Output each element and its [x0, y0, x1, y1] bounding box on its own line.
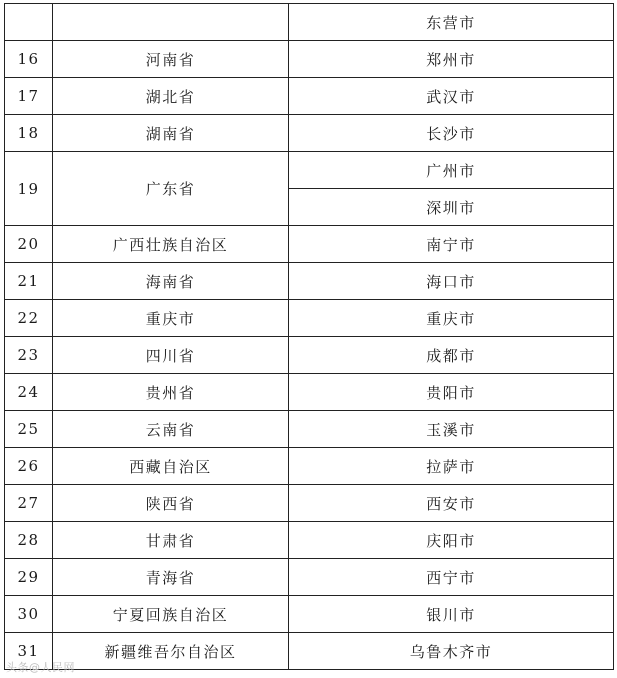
table-row	[5, 152, 614, 189]
row-number-cell: 16	[5, 41, 53, 78]
table-row	[5, 115, 614, 152]
table-row	[5, 411, 614, 448]
row-number-cell: 20	[5, 226, 53, 263]
table-row	[5, 448, 614, 485]
city-cell: 拉萨市	[289, 448, 614, 485]
province-cell: 宁夏回族自治区	[53, 596, 289, 633]
province-cell: 四川省	[53, 337, 289, 374]
province-cell: 云南省	[53, 411, 289, 448]
table-row	[5, 522, 614, 559]
row-number-cell: 29	[5, 559, 53, 596]
province-cell: 广西壮族自治区	[53, 226, 289, 263]
table-row	[5, 633, 614, 670]
row-number-cell	[5, 4, 53, 41]
city-cell: 玉溪市	[289, 411, 614, 448]
table-row	[5, 337, 614, 374]
table-row	[5, 41, 614, 78]
province-cell: 西藏自治区	[53, 448, 289, 485]
row-number-cell: 21	[5, 263, 53, 300]
province-cell: 新疆维吾尔自治区	[53, 633, 289, 670]
table-body	[5, 4, 614, 670]
city-cell: 重庆市	[289, 300, 614, 337]
province-cell: 河南省	[53, 41, 289, 78]
table-row	[5, 78, 614, 115]
row-number-cell: 18	[5, 115, 53, 152]
city-cell: 成都市	[289, 337, 614, 374]
city-cell: 西安市	[289, 485, 614, 522]
province-cell: 青海省	[53, 559, 289, 596]
province-cell: 湖北省	[53, 78, 289, 115]
row-number-cell: 23	[5, 337, 53, 374]
city-cell: 东营市	[289, 4, 614, 41]
table-row	[5, 485, 614, 522]
watermark: 头条@人民网	[6, 661, 75, 674]
table-row	[5, 263, 614, 300]
row-number-cell: 31	[5, 633, 53, 670]
row-number-cell: 26	[5, 448, 53, 485]
province-cell	[53, 4, 289, 41]
row-number-cell: 24	[5, 374, 53, 411]
city-cell: 西宁市	[289, 559, 614, 596]
table-row	[5, 226, 614, 263]
table-row	[5, 4, 614, 41]
province-cell: 贵州省	[53, 374, 289, 411]
row-number-cell: 27	[5, 485, 53, 522]
city-cell: 武汉市	[289, 78, 614, 115]
city-cell: 深圳市	[289, 189, 614, 226]
province-cell: 广东省	[53, 152, 289, 226]
table-row	[5, 596, 614, 633]
table-row	[5, 559, 614, 596]
city-table	[4, 3, 614, 670]
city-cell: 银川市	[289, 596, 614, 633]
city-cell: 广州市	[289, 152, 614, 189]
row-number-cell: 19	[5, 152, 53, 226]
row-number-cell: 25	[5, 411, 53, 448]
row-number-cell: 28	[5, 522, 53, 559]
city-cell: 南宁市	[289, 226, 614, 263]
row-number-cell: 17	[5, 78, 53, 115]
province-cell: 海南省	[53, 263, 289, 300]
city-cell: 贵阳市	[289, 374, 614, 411]
city-cell: 郑州市	[289, 41, 614, 78]
province-cell: 陕西省	[53, 485, 289, 522]
province-cell: 重庆市	[53, 300, 289, 337]
province-cell: 湖南省	[53, 115, 289, 152]
city-cell: 庆阳市	[289, 522, 614, 559]
province-cell: 甘肃省	[53, 522, 289, 559]
city-cell: 乌鲁木齐市	[289, 633, 614, 670]
city-cell: 海口市	[289, 263, 614, 300]
table-row	[5, 374, 614, 411]
row-number-cell: 30	[5, 596, 53, 633]
city-cell: 长沙市	[289, 115, 614, 152]
table-row	[5, 300, 614, 337]
row-number-cell: 22	[5, 300, 53, 337]
